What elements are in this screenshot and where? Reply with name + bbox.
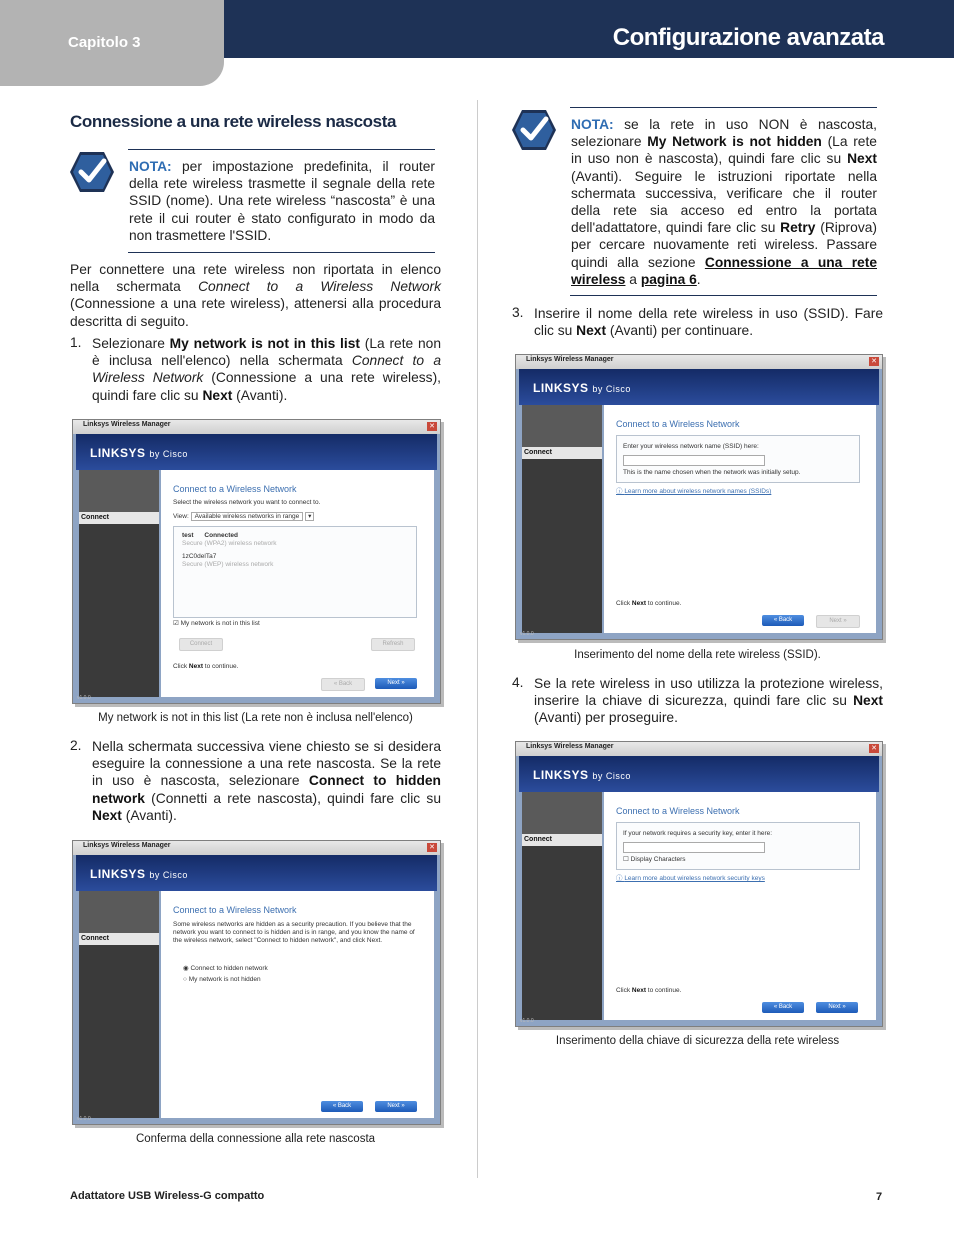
note-rule-top	[128, 149, 435, 150]
ssid-learn-more	[616, 488, 771, 496]
screen-heading: Connect to a Wireless Network	[173, 905, 297, 915]
click-next-c: to continue.	[645, 987, 682, 994]
window-titlebar	[73, 841, 440, 855]
column-divider	[477, 100, 478, 1178]
note-right	[571, 116, 877, 288]
option-hidden-label: Connect to hidden network	[190, 965, 268, 972]
help-icon: ⓘ	[616, 488, 623, 495]
note-rule-bottom-right	[570, 295, 877, 296]
option-not-hidden-label: My network is not hidden	[188, 976, 261, 983]
key-input	[623, 842, 765, 853]
caption-4: Inserimento della chiave di sicurezza della rete wireless	[555, 1035, 840, 1047]
logo-sub: by Cisco	[149, 449, 188, 459]
ssid-input	[623, 455, 765, 466]
step2-d: Next	[92, 807, 122, 823]
side-pane	[522, 405, 602, 633]
version-label: v1.0.0	[77, 695, 91, 701]
step4-c: (Avanti) per proseguire.	[534, 710, 678, 726]
ssid-learn-more-label: Learn more about wireless network names (SSIDs)	[624, 488, 772, 495]
step4-a: Se la rete wireless in uso utilizza la protezione wireless, inserire la chiave di sicurezza, quindi fare clic su	[534, 676, 883, 709]
click-next-c: to continue.	[645, 600, 682, 607]
note-rule-top-right	[570, 107, 877, 108]
key-prompt: If your network requires a security key, enter it here:	[623, 830, 773, 837]
step3-number: 3.	[512, 305, 524, 320]
ssid-prompt: Enter your wireless network name (SSID) here:	[623, 443, 759, 450]
step2-a: Nella schermata successiva viene chiesto se si desidera eseguire la connessione a una rete nascosta. Se la rete in uso è nascosta, selezionare	[92, 739, 441, 789]
back-button: « Back	[321, 1101, 363, 1112]
back-button: « Back	[321, 678, 365, 691]
display-chars-row: ☐ Display Characters	[623, 856, 686, 863]
linksys-banner	[519, 756, 879, 792]
click-next-b: Next	[631, 600, 646, 607]
display-chars-label: Display Characters	[630, 856, 686, 863]
option-hidden: ◉ Connect to hidden network	[183, 965, 268, 972]
tab-connect: Connect	[522, 447, 602, 459]
note-a: se la rete in uso NON è nascosta, selezionare	[571, 117, 877, 150]
option-not-hidden: ○ My network is not hidden	[183, 976, 261, 983]
window-titlebar	[516, 355, 882, 369]
step1-number: 1.	[70, 335, 82, 350]
network-list	[173, 526, 417, 618]
logo-sub: by Cisco	[149, 870, 188, 880]
not-listed-row: ☑ My network is not in this list	[173, 620, 260, 627]
section-title: Connessione a una rete wireless nascosta	[70, 112, 397, 131]
window-title: Linksys Wireless Manager	[526, 356, 614, 363]
logo-text: LINKSYS	[90, 446, 146, 460]
note-label: NOTA:	[129, 159, 172, 174]
help-icon: ⓘ	[616, 875, 623, 882]
screenshot-network-list	[72, 419, 441, 704]
net1-status: Connected	[204, 532, 238, 539]
click-next-a: Click	[173, 663, 189, 670]
intro-screen-name: Connect to a Wireless Network	[198, 279, 441, 295]
screenshot-ssid-entry	[515, 354, 883, 640]
next-button: Next »	[375, 1101, 417, 1112]
logo-text: LINKSYS	[533, 381, 589, 395]
side-pane	[522, 792, 602, 1020]
step2-e: (Avanti).	[121, 807, 177, 823]
screen-content	[604, 405, 876, 633]
key-learn-more-label: Learn more about wireless network security keys	[624, 875, 765, 882]
hidden-explanation: Some wireless networks are hidden as a security precaution. If you believe that the network you want to connect to is hidden and is in range, and you know the name of the wireless network, select "Connect to hidden network", and click Next.	[173, 921, 415, 944]
logo-sub: by Cisco	[592, 384, 631, 394]
linksys-logo	[90, 446, 188, 460]
side-pane	[79, 891, 159, 1118]
step4-number: 4.	[512, 675, 524, 690]
caption-1: My network is not in this list (La rete non è inclusa nell'elenco)	[98, 712, 413, 724]
screenshot-security-key	[515, 741, 883, 1027]
key-learn-more	[616, 875, 765, 883]
note-rule-bottom	[128, 252, 435, 253]
caption-2: Conferma della connessione alla rete nascosta	[135, 1133, 376, 1145]
net1-name: test	[182, 532, 194, 539]
tab-connect: Connect	[522, 834, 602, 846]
back-button: « Back	[762, 615, 804, 626]
step1-b: My network is not in this list	[169, 336, 360, 351]
logo-text: LINKSYS	[533, 768, 589, 782]
note-label: NOTA:	[571, 117, 614, 132]
screen-heading: Connect to a Wireless Network	[173, 484, 297, 494]
screenshot-hidden-network	[72, 840, 441, 1125]
next-button: Next »	[375, 678, 417, 689]
note-c: (La rete in uso non è nascosta), quindi fare clic su	[571, 134, 877, 167]
step1-text	[92, 335, 441, 404]
intro-text-a: Per connettere una rete wireless non riportata in elenco nella schermata	[70, 262, 441, 295]
step1-e: (Connessione a una rete wireless), quindi fare clic su	[92, 370, 442, 403]
window-titlebar	[73, 420, 440, 434]
note-b: My Network is not hidden	[647, 134, 822, 150]
linksys-logo	[533, 381, 631, 395]
note-d: Next	[847, 151, 877, 167]
link-connessione[interactable]: Connessione a una rete wireless	[571, 254, 877, 287]
page-title: Configurazione avanzata	[612, 24, 884, 51]
net2-security: Secure (WEP) wireless network	[182, 561, 274, 568]
step4-text	[534, 675, 883, 727]
note-f: Retry	[780, 220, 816, 236]
step3-b: Next	[576, 323, 607, 339]
click-next-b: Next	[631, 987, 646, 994]
intro-text-c: (Connessione a una rete wireless), attenersi alla procedura descritta di seguito.	[70, 296, 441, 329]
linksys-banner	[76, 855, 437, 891]
click-next-a: Click	[616, 987, 632, 994]
link-pagina-6[interactable]: pagina 6	[640, 271, 697, 287]
intro-paragraph	[70, 261, 441, 330]
window-title: Linksys Wireless Manager	[83, 842, 171, 849]
step3-text	[534, 305, 883, 339]
caption-3: Inserimento del nome della rete wireless (SSID).	[574, 649, 821, 661]
ssid-hint: This is the name chosen when the network was initially setup.	[623, 469, 801, 476]
version-label: v1.0.0	[520, 631, 534, 637]
note-i: a	[625, 271, 641, 287]
click-next-text	[616, 987, 681, 994]
step3-c: (Avanti) per continuare.	[606, 323, 754, 339]
linksys-logo	[90, 867, 188, 881]
view-select: Available wireless networks in range	[191, 512, 304, 521]
step4-b: Next	[853, 693, 883, 709]
next-button: Next »	[816, 1002, 858, 1013]
close-icon: ✕	[869, 744, 879, 753]
close-icon: ✕	[427, 422, 437, 431]
click-next-c: to continue.	[202, 663, 239, 670]
step1-a: Selezionare	[92, 336, 170, 351]
note-k: .	[696, 271, 701, 287]
screen-content	[161, 891, 434, 1118]
side-pane-top	[79, 891, 159, 933]
linksys-banner	[519, 369, 879, 405]
version-label: v1.0.0	[520, 1018, 534, 1024]
window-title: Linksys Wireless Manager	[526, 743, 614, 750]
chapter-label: Capitolo 3	[68, 34, 141, 51]
screen-heading: Connect to a Wireless Network	[616, 806, 740, 816]
page-number: 7	[876, 1191, 883, 1203]
chevron-down-icon: ▾	[305, 512, 314, 521]
step1-g: (Avanti).	[232, 387, 288, 403]
screen-heading: Connect to a Wireless Network	[616, 419, 740, 429]
step2-b: Connect to hidden network	[92, 773, 441, 806]
side-pane	[79, 470, 159, 697]
net1-security: Secure (WPA2) wireless network	[182, 540, 277, 547]
footer-product: Adattatore USB Wireless-G compatto	[70, 1190, 265, 1202]
tab-connect: Connect	[79, 933, 159, 945]
refresh-button: Refresh	[371, 638, 415, 651]
tab-connect: Connect	[79, 512, 159, 524]
version-label: v1.0.0	[77, 1116, 91, 1122]
click-next-text	[173, 663, 238, 670]
step2-text	[92, 738, 441, 824]
side-pane-top	[522, 405, 602, 447]
screen-instruction: Select the wireless network you want to connect to.	[173, 499, 321, 506]
click-next-b: Next	[188, 663, 203, 670]
note-text: per impostazione predefinita, il router della rete wireless trasmette il segnale della rete SSID (nome). Una rete wireless “nascosta” è una rete il cui router è stato configurato in modo da non trasmettere l'SSID.	[129, 159, 435, 243]
note-left	[129, 158, 435, 244]
note-e: (Avanti). Seguire le istruzioni riportate nella schermata successiva, verificare che il router della rete sia acceso ed entro la portata dell'adattatore, quindi fare clic su	[571, 168, 877, 236]
note-g: (Riprova) per cercare nuovamente reti wireless. Passare quindi alla sezione	[571, 220, 877, 270]
click-next-text	[616, 600, 681, 607]
ssid-box	[616, 435, 860, 483]
step2-number: 2.	[70, 738, 82, 753]
connect-button: Connect	[179, 638, 223, 651]
screen-content	[604, 792, 876, 1020]
screen-content	[161, 470, 434, 697]
back-button: « Back	[762, 1002, 804, 1013]
click-next-a: Click	[616, 600, 632, 607]
not-listed-label: My network is not in this list	[180, 620, 260, 627]
linksys-logo	[533, 768, 631, 782]
step1-f: Next	[202, 387, 233, 403]
side-pane-top	[79, 470, 159, 512]
step1-c: (La rete non è inclusa nell'elenco) nella schermata	[92, 336, 442, 369]
security-key-box	[616, 822, 860, 870]
step1-d: Connect to a Wireless Network	[92, 353, 441, 386]
next-button: Next »	[816, 615, 860, 628]
logo-text: LINKSYS	[90, 867, 146, 881]
view-row	[173, 513, 314, 521]
checkmark-icon	[512, 108, 556, 152]
network-row-1	[182, 532, 238, 540]
chapter-tab	[0, 0, 224, 86]
step3-a: Inserire il nome della rete wireless in uso (SSID). Fare clic su	[534, 306, 883, 339]
step2-c: (Connetti a rete nascosta), quindi fare clic su	[144, 790, 441, 806]
window-title: Linksys Wireless Manager	[83, 421, 171, 428]
side-pane-top	[522, 792, 602, 834]
logo-sub: by Cisco	[592, 771, 631, 781]
view-label: View:	[173, 513, 189, 520]
linksys-banner	[76, 434, 437, 470]
net2-name: 1zC0delTa7	[182, 553, 217, 560]
close-icon: ✕	[869, 357, 879, 366]
checkmark-icon	[70, 150, 114, 194]
close-icon: ✕	[427, 843, 437, 852]
window-titlebar	[516, 742, 882, 756]
